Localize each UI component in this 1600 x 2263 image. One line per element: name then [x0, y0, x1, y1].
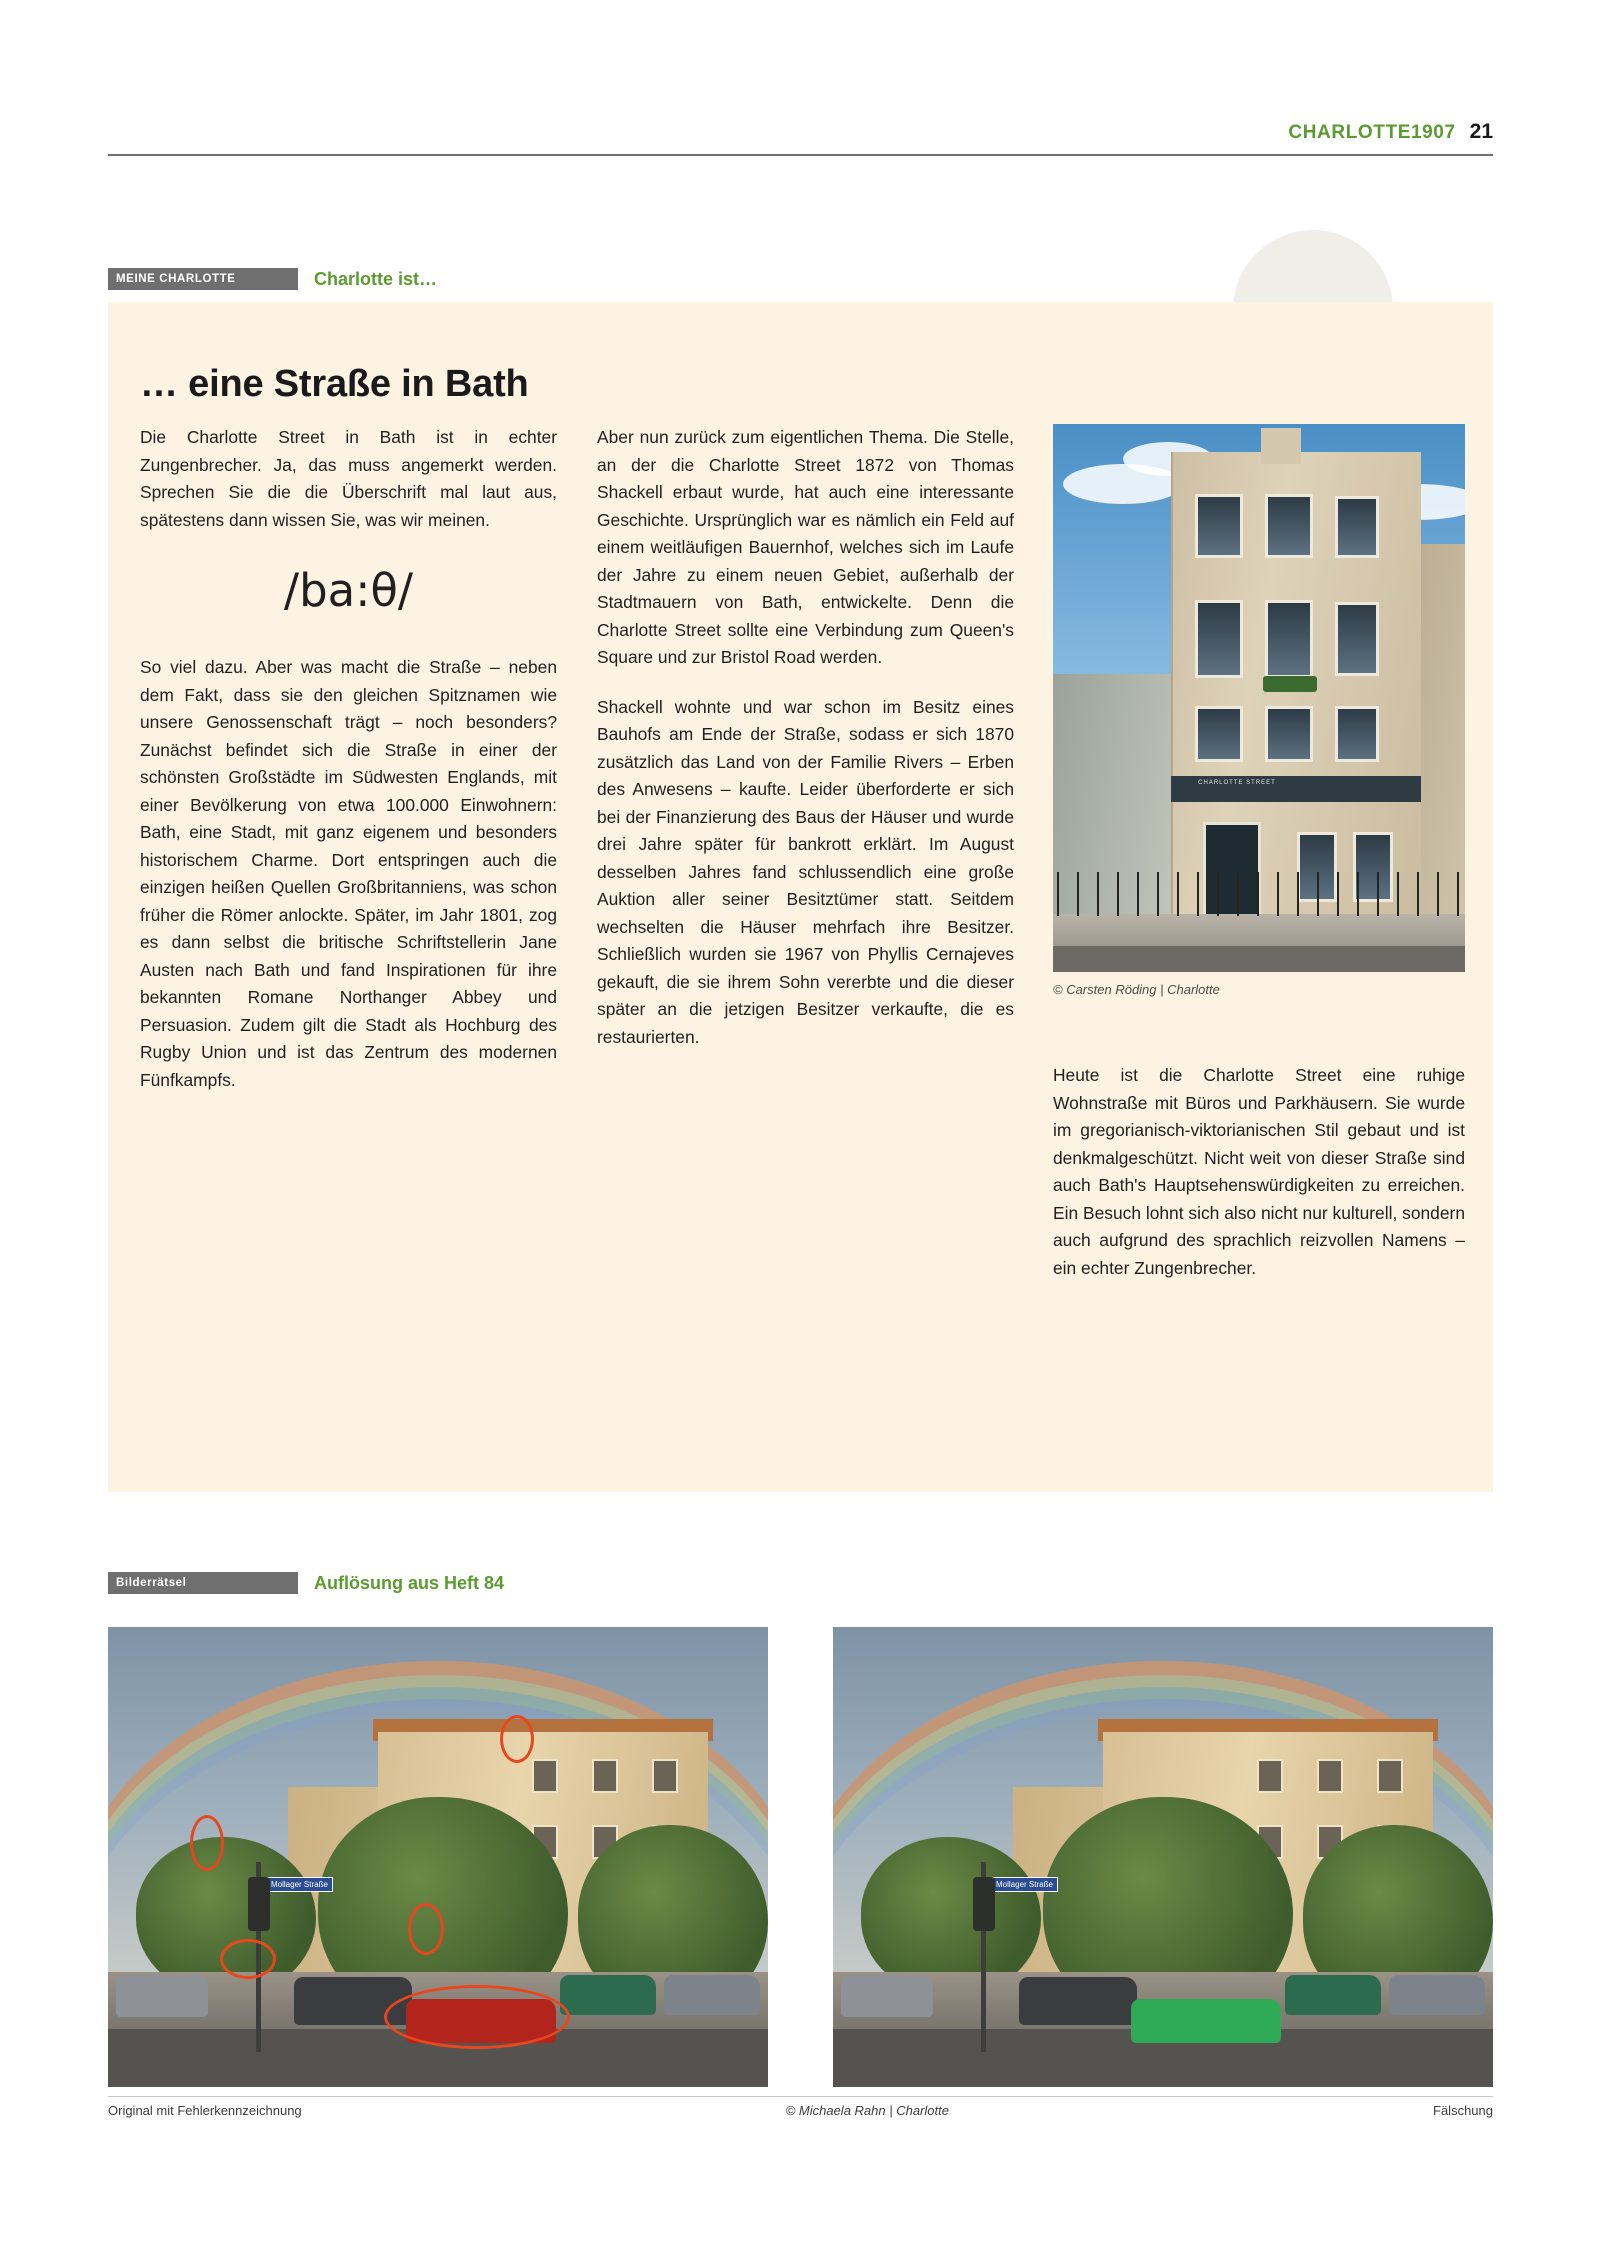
photo-window-box-plants — [1263, 676, 1317, 692]
article-column-3 — [1053, 1062, 1465, 1304]
photo-railings — [1053, 872, 1465, 916]
puzzle-caption-right: Fälschung — [1433, 2103, 1493, 2118]
photo-road — [1053, 946, 1465, 972]
article-column-1 — [140, 424, 557, 1116]
article-col2-paragraph-1: Aber nun zurück zum eigentlichen Thema. Die Stelle, an der die Charlotte Street 1872 von Thomas Shackell erbaut wurde, hat auch eine interessante Geschichte. Ursprünglich war es nämlich ein Feld auf einem weitläufigen Bauernhof, welches sich im Laufe der Jahre zu einem neuen Gebiet, außerhalb der Stadtmauern von Bath, entwickelte. Denn die Charlotte Street sollte eine Verbindung zum Queen's Square und zur Bristol Road werden. — [597, 427, 1014, 667]
photo-chimney — [1261, 428, 1301, 464]
article-section-tag — [108, 268, 437, 290]
puzzle-right-car-3 — [1285, 1975, 1381, 2015]
puzzle-left-car-1 — [116, 1975, 208, 2017]
puzzle-caption-left: Original mit Fehlerkennzeichnung — [108, 2103, 302, 2118]
puzzle-right-car-4 — [1389, 1975, 1485, 2015]
tag-pill-meine-charlotte: MEINE CHARLOTTE — [108, 268, 298, 290]
puzzle-section-tag — [108, 1572, 504, 1594]
article-col2-paragraph-2: Shackell wohnte und war schon im Besitz eines Bauhofs am Ende der Straße, sodass er sich 1870 zusätzlich das Land von der Familie Rivers – Erben des Anwesens – kaufte. Leider überforderte er sich bei der Finanzierung des Baus der Häuser und wurde drei Jahre später für bankrott erklärt. Im August desselben Jahres fand schlussendlich eine große Auktion aller seiner Besitztümer statt. Seitdem wechselten die Häuser mehrfach ihre Besitzer. Schließlich wurden sie 1967 von Phyllis Cernajeves gekauft, die sie ihrem Sohn vererbte und die dieser später an die jetzigen Besitzer verkaufte, die es restaurierten. — [597, 696, 1014, 1047]
puzzle-photo-original — [108, 1627, 768, 2087]
tag-title-aufloesung: Auflösung aus Heft 84 — [314, 1572, 505, 1593]
puzzle-right-street-sign: Mollager Straße — [991, 1877, 1058, 1892]
puzzle-left-street-sign: Mollager Straße — [266, 1877, 333, 1892]
photo-window-7 — [1195, 706, 1243, 762]
photo-window-6 — [1335, 602, 1379, 676]
puzzle-right-car-2 — [1019, 1977, 1137, 2025]
puzzle-left-window-2 — [592, 1759, 618, 1793]
error-marker-2 — [220, 1939, 276, 1979]
phonetic-transcription: /ba:θ/ — [283, 564, 414, 617]
puzzle-right-window-2 — [1317, 1759, 1343, 1793]
photo-window-8 — [1335, 706, 1379, 762]
error-marker-5 — [384, 1985, 570, 2049]
puzzle-photo-fake — [833, 1627, 1493, 2087]
error-marker-3 — [408, 1903, 444, 1955]
article-col3-paragraph-1: Heute ist die Charlotte Street eine ruhige Wohnstraße mit Büros und Parkhäusern. Sie wurde im gregorianisch-viktorianischen Stil gebaut und ist denkmalgeschützt. Nicht weit von dieser Straße sind auch Bath's Hauptsehenswürdigkeiten zu erreichen. Ein Besuch lohnt sich also nicht nur kulturell, sondern auch aufgrund des sprachlich reizvollen Namens – ein echter Zungenbrecher. — [1053, 1065, 1465, 1278]
photo-window-2 — [1265, 494, 1313, 558]
puzzle-right-window-3 — [1257, 1759, 1283, 1793]
photo-window-1 — [1195, 494, 1243, 558]
puzzle-left-car-3 — [560, 1975, 656, 2015]
puzzle-right-traffic-light — [973, 1877, 995, 1931]
article-col1-paragraph-2: So viel dazu. Aber was macht die Straße – neben dem Fakt, dass sie den gleichen Spitznamen wie unsere Genossenschaft trägt – noch besonders? Zunächst befindet sich die Straße in einer der schönsten Großstädte im Südwesten Englands, mit einer Bevölkerung von etwa 100.000 Einwohnern: Bath, eine Stadt, mit ganz eigenem und besonders historischem Charme. Dort entspringen auch die einzigen heißen Quellen Großbritanniens, was schon früher die Römer anlockte. Später, im Jahr 1801, zog es dann selbst die britische Schriftstellerin Jane Austen nach Bath und fand Inspirationen für ihre bekannten Romane Northanger Abbey und Persuasion. Zudem gilt die Stadt als Hochburg des Rugby Union und ist das Zentrum des modernen Fünfkampfs. — [140, 657, 557, 1090]
brand-year: 1907 — [1410, 122, 1456, 143]
article-photo-charlotte-street — [1053, 424, 1465, 972]
puzzle-left-car-4 — [664, 1975, 760, 2015]
magazine-brand — [1288, 122, 1455, 144]
puzzle-caption-row — [108, 2096, 1493, 2118]
photo-window-4 — [1195, 600, 1243, 678]
puzzle-right-car-1 — [841, 1975, 933, 2017]
puzzle-caption-credit: © Michaela Rahn | Charlotte — [785, 2103, 949, 2118]
article-headline: … eine Straße in Bath — [140, 363, 529, 406]
puzzle-left-window-1 — [652, 1759, 678, 1793]
street-sign-text: CHARLOTTE STREET — [1198, 780, 1276, 786]
error-marker-1 — [190, 1815, 224, 1871]
puzzle-right-car-green — [1131, 1999, 1281, 2043]
puzzle-right-window-1 — [1377, 1759, 1403, 1793]
puzzle-left-window-3 — [532, 1759, 558, 1793]
article-photo-credit: © Carsten Röding | Charlotte — [1053, 982, 1220, 997]
tag-title-charlotte-ist: Charlotte ist… — [314, 268, 438, 289]
brand-name: CHARLOTTE — [1288, 122, 1411, 143]
error-marker-4 — [500, 1715, 534, 1763]
puzzle-left-traffic-light — [248, 1877, 270, 1931]
photo-window-5 — [1265, 600, 1313, 678]
page-header — [108, 120, 1493, 156]
article-column-2 — [597, 424, 1014, 1073]
page-number: 21 — [1469, 120, 1493, 143]
article-col1-paragraph-1: Die Charlotte Street in Bath ist in echter Zungenbrecher. Ja, das muss angemerkt werden. Sprechen Sie die die Überschrift mal laut aus, spätestens dann wissen Sie, was wir meinen. — [140, 427, 557, 530]
photo-window-3 — [1335, 496, 1379, 558]
photo-window-9 — [1265, 706, 1313, 762]
tag-pill-bilderraetsel: Bilderrätsel — [108, 1572, 298, 1594]
